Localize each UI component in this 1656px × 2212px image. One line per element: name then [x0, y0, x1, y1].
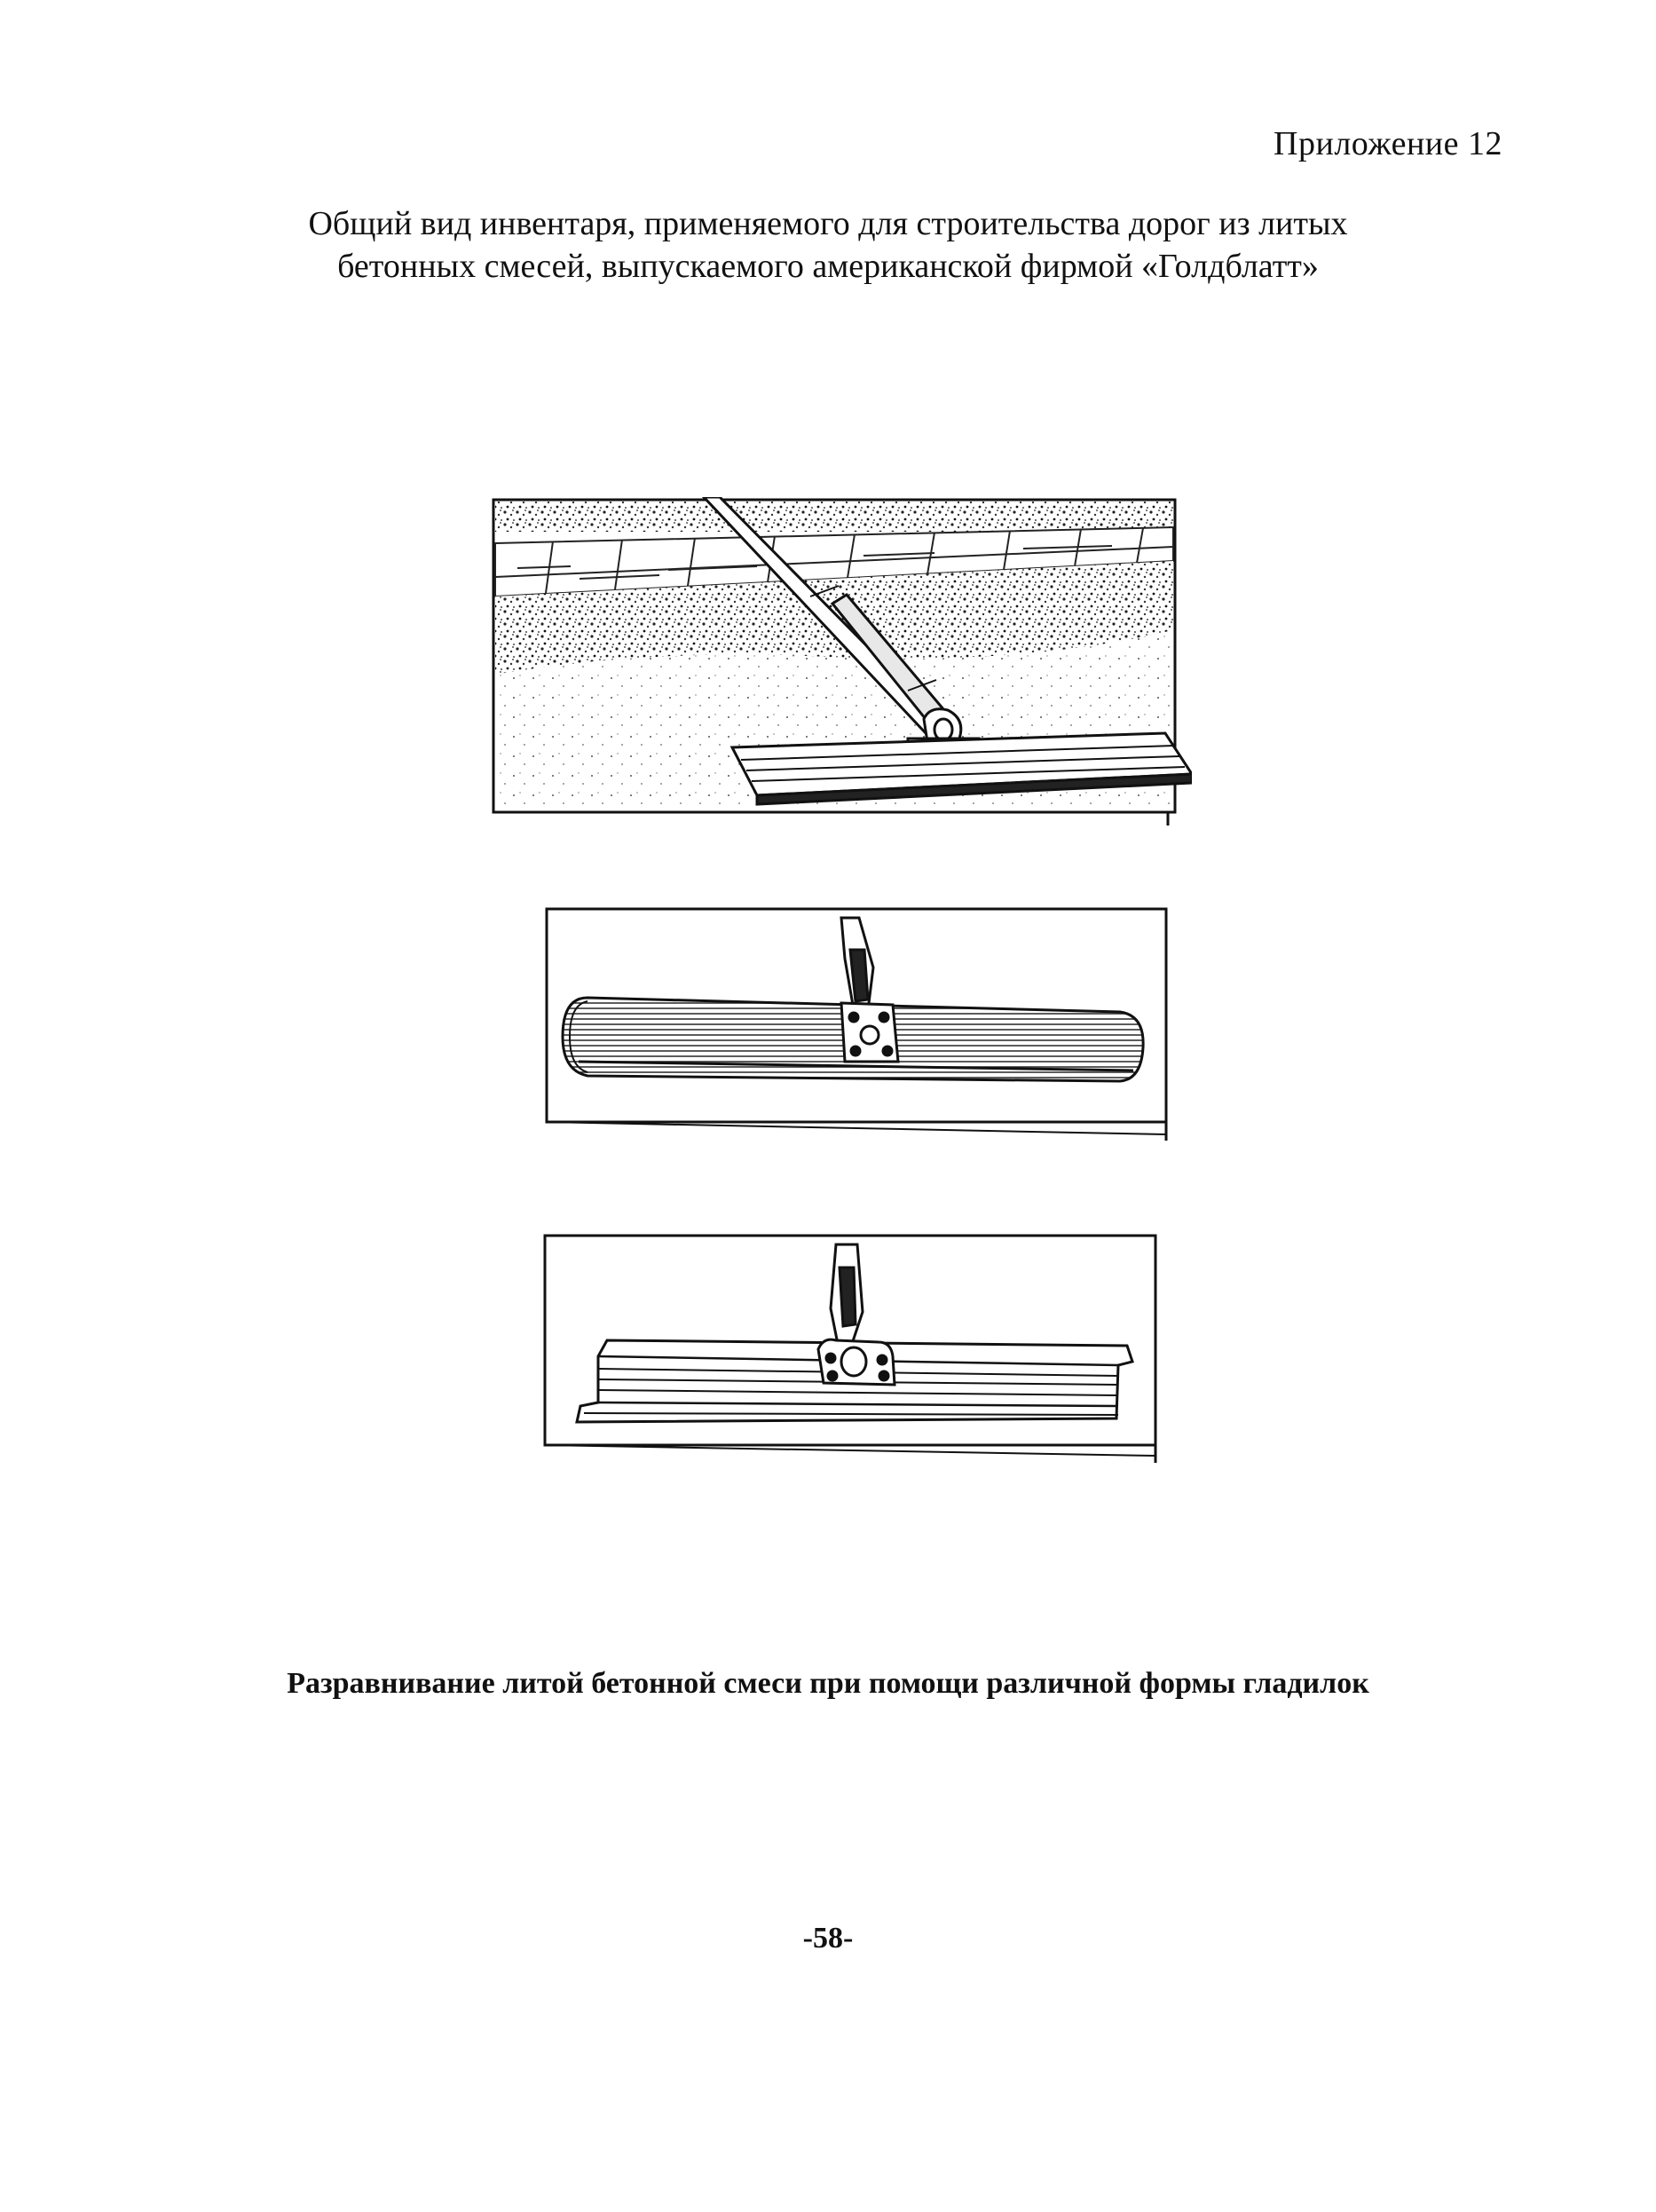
figure-rounded-float [543, 905, 1173, 1143]
figure-caption: Разравнивание литой бетонной смеси при помощи различной формы гладилок [287, 1667, 1369, 1700]
page-title [0, 202, 1656, 288]
appendix-label: Приложение 12 [1274, 125, 1502, 162]
page-title-line-1: Общий вид инвентаря, применяемого для строительства дорог из литых [308, 205, 1348, 242]
page-title-line-2: бетонных смесей, выпускаемого американской фирмой «Голдблатт» [337, 248, 1319, 285]
page-number: -58- [802, 1922, 854, 1955]
figure-ribbed-float [541, 1232, 1168, 1465]
figure-bull-float-in-use [491, 497, 1192, 827]
